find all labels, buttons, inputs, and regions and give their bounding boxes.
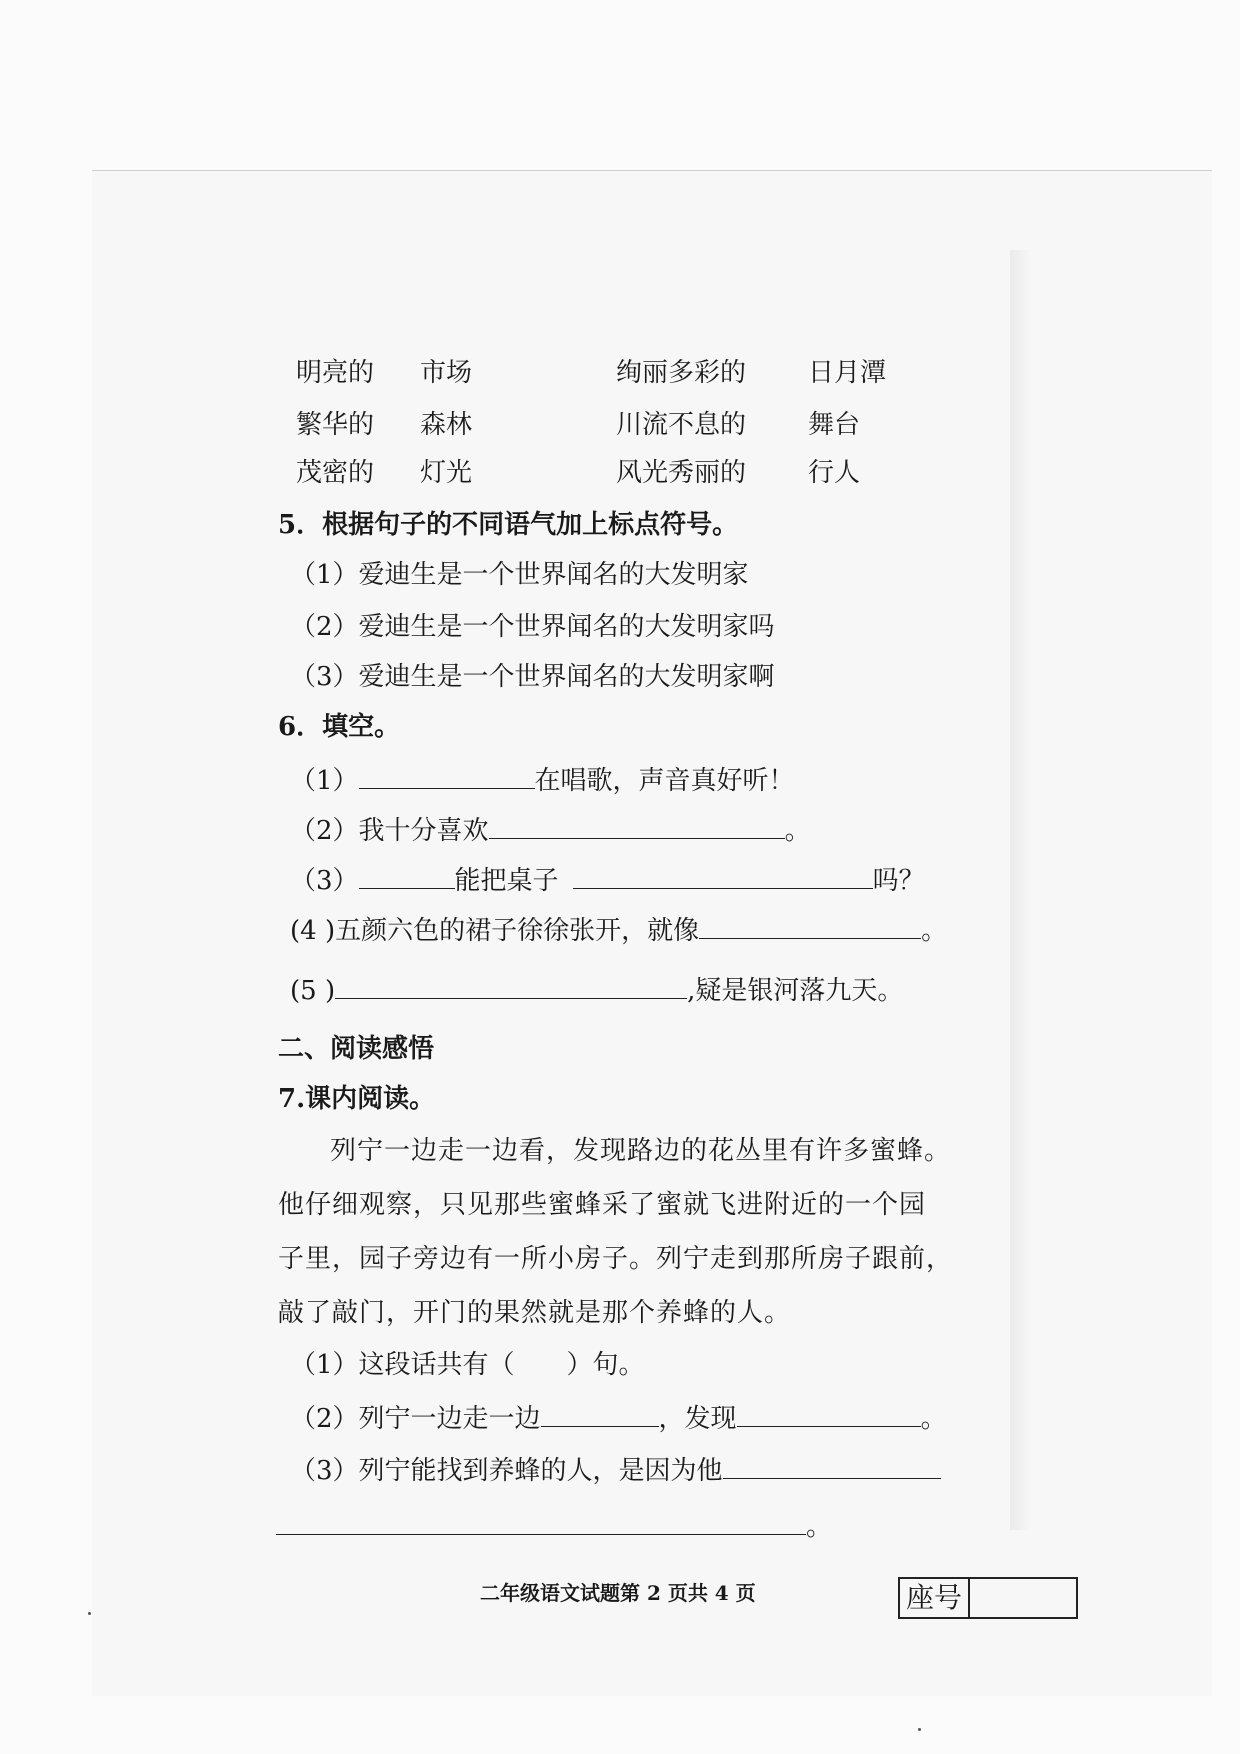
q6-item-4-end: 。: [921, 916, 948, 946]
bleed-through-shadow: [1010, 250, 1032, 1530]
q7-blank-3a[interactable]: [723, 1452, 941, 1479]
seat-number-box: [898, 1577, 1078, 1619]
q6-blank-5[interactable]: [335, 972, 687, 999]
q5-item-3: （3）爱迪生是一个世界闻名的大发明家啊: [290, 662, 775, 692]
q6-item-3-num: （3）: [290, 866, 359, 896]
q7-sub-3-cont: [276, 1508, 832, 1544]
q7-title: 7.课内阅读。: [278, 1084, 436, 1114]
q6-item-5-end: ,疑是银河落九天。: [687, 976, 904, 1006]
q6-blank-4[interactable]: [699, 912, 921, 939]
q6-title: 6．填空。: [278, 712, 401, 742]
match-right-noun-3: 行人: [808, 458, 861, 488]
q7-sub-2: [290, 1400, 947, 1436]
q6-blank-3b[interactable]: [573, 862, 873, 889]
match-right-adj-2: 川流不息的: [616, 410, 747, 440]
q7-passage-line-2: 他仔细观察，只见那些蜜蜂采了蜜就飞进附近的一个园: [278, 1190, 927, 1220]
q6-item-3-end: 吗？: [872, 866, 925, 896]
match-left-adj-1: 明亮的: [296, 358, 375, 388]
q7-sub-2-b: ，发现: [658, 1404, 737, 1434]
match-right-noun-2: 舞台: [808, 410, 861, 440]
q7-blank-3b[interactable]: [276, 1508, 806, 1535]
q6-blank-3a[interactable]: [359, 862, 455, 889]
q7-passage-line-4: 敲了敲门，开门的果然就是那个养蜂的人。: [278, 1298, 792, 1328]
scan-speck: [918, 1728, 921, 1731]
match-left-noun-2: 森林: [420, 410, 473, 440]
q6-item-1-text: 在唱歌，声音真好听！: [534, 766, 795, 796]
q7-blank-2a[interactable]: [541, 1400, 659, 1427]
q6-item-1-num: （1）: [290, 766, 359, 796]
q7-sub-3-end: 。: [806, 1512, 833, 1542]
match-right-noun-1: 日月潭: [808, 358, 887, 388]
match-left-noun-3: 灯光: [420, 458, 473, 488]
q6-item-3-mid: 能把桌子: [454, 866, 559, 896]
q6-item-4: [290, 912, 947, 948]
q5-title: 5．根据句子的不同语气加上标点符号。: [278, 510, 739, 540]
q6-item-1: [290, 762, 795, 798]
q6-item-3: [290, 862, 925, 898]
q5-item-2: （2）爱迪生是一个世界闻名的大发明家吗: [290, 612, 775, 642]
scan-speck: [88, 1612, 91, 1615]
q7-blank-2b[interactable]: [737, 1400, 921, 1427]
section-2-title: 二、阅读感悟: [278, 1034, 435, 1064]
q7-sub-1: （1）这段话共有（ ）句。: [290, 1350, 645, 1380]
q6-item-5-num: (5 ): [290, 976, 336, 1006]
q7-passage-line-3: 子里，园子旁边有一所小房子。列宁走到那所房子跟前，: [278, 1244, 954, 1274]
q7-passage-line-1: 列宁一边走一边看，发现路边的花丛里有许多蜜蜂。: [330, 1136, 952, 1166]
seat-label: 座号: [900, 1579, 970, 1617]
q6-blank-1[interactable]: [359, 762, 535, 789]
q6-item-2: [290, 812, 811, 848]
match-right-adj-1: 绚丽多彩的: [616, 358, 747, 388]
q6-blank-2[interactable]: [489, 812, 785, 839]
match-left-adj-2: 繁华的: [296, 410, 375, 440]
q5-item-1: （1）爱迪生是一个世界闻名的大发明家: [290, 560, 749, 590]
q6-item-2-end: 。: [784, 816, 811, 846]
q6-item-2-text: 我十分喜欢: [358, 816, 489, 846]
page-footer: 二年级语文试题第 2 页共 4 页: [480, 1581, 756, 1605]
q7-sub-3-text: （3）列宁能找到养蜂的人，是因为他: [290, 1456, 723, 1486]
q7-sub-2-a: （2）列宁一边走一边: [290, 1404, 541, 1434]
match-left-noun-1: 市场: [420, 358, 473, 388]
match-right-adj-3: 风光秀丽的: [616, 458, 747, 488]
q6-item-4-text: (4 )五颜六色的裙子徐徐张开，就像: [290, 916, 700, 946]
seat-number-field[interactable]: [970, 1579, 1076, 1617]
q6-item-5: [290, 972, 903, 1008]
match-left-adj-3: 茂密的: [296, 458, 375, 488]
q7-sub-2-c: 。: [920, 1404, 947, 1434]
q7-sub-3: [290, 1452, 941, 1488]
q6-item-2-num: （2）: [290, 816, 359, 846]
